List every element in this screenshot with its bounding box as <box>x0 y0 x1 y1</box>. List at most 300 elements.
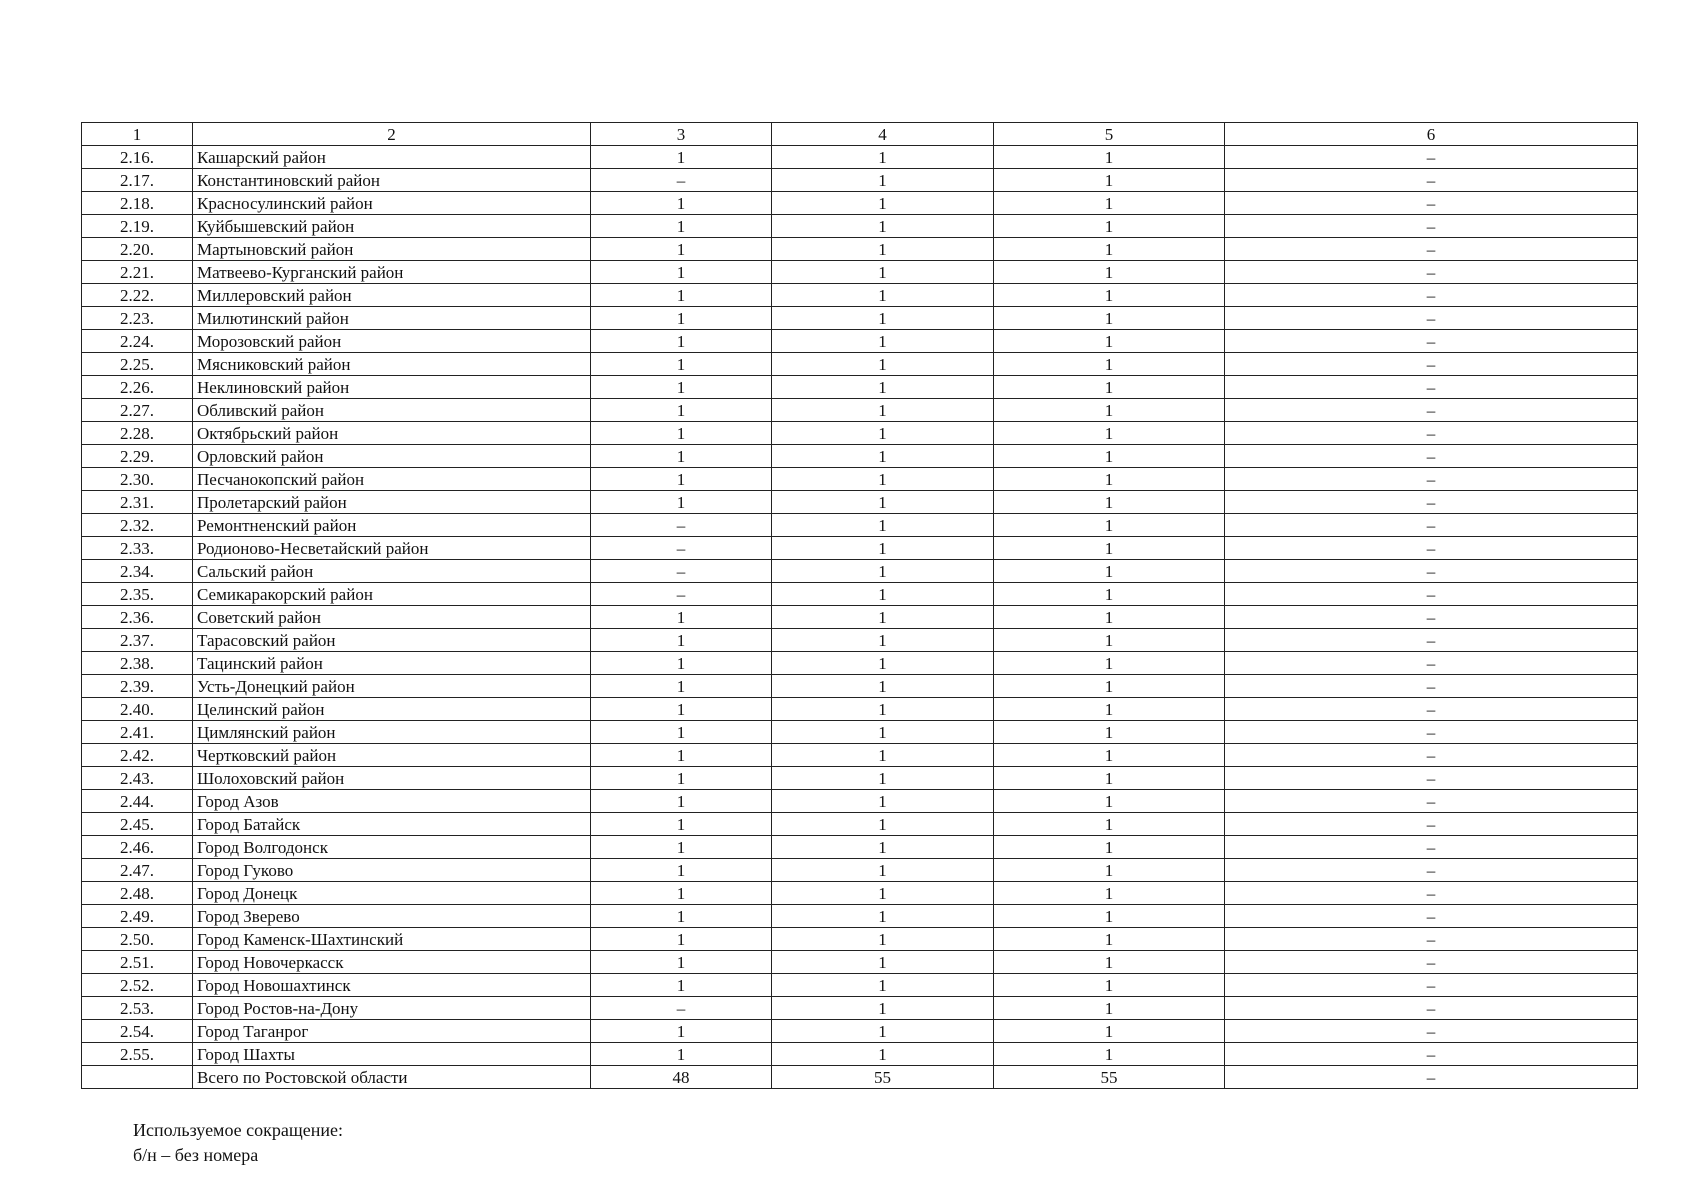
cell-col6: – <box>1225 974 1638 997</box>
cell-number: 2.54. <box>82 1020 193 1043</box>
cell-col3: 1 <box>591 606 772 629</box>
cell-col4: 1 <box>772 468 994 491</box>
table-row <box>82 399 1638 422</box>
cell-number: 2.28. <box>82 422 193 445</box>
cell-number: 2.36. <box>82 606 193 629</box>
footnote-abbreviation: б/н – без номера <box>133 1145 259 1165</box>
cell-col3: 1 <box>591 813 772 836</box>
cell-number: 2.21. <box>82 261 193 284</box>
cell-col3: 1 <box>591 882 772 905</box>
cell-col4: 1 <box>772 675 994 698</box>
cell-name: Город Новошахтинск <box>193 974 591 997</box>
cell-col5: 1 <box>994 928 1225 951</box>
cell-number: 2.38. <box>82 652 193 675</box>
cell-col5: 1 <box>994 951 1225 974</box>
cell-col4: 1 <box>772 215 994 238</box>
cell-number: 2.45. <box>82 813 193 836</box>
cell-name: Константиновский район <box>193 169 591 192</box>
cell-number: 2.40. <box>82 698 193 721</box>
cell-col3: 1 <box>591 491 772 514</box>
cell-col6: – <box>1225 744 1638 767</box>
cell-col4: 1 <box>772 997 994 1020</box>
cell-col5: 1 <box>994 997 1225 1020</box>
cell-col4: 1 <box>772 951 994 974</box>
cell-col6: – <box>1225 675 1638 698</box>
cell-col6: – <box>1225 1043 1638 1066</box>
cell-col6: – <box>1225 997 1638 1020</box>
cell-col3: – <box>591 537 772 560</box>
cell-col4: 1 <box>772 790 994 813</box>
cell-name: Милютинский район <box>193 307 591 330</box>
cell-col6: – <box>1225 215 1638 238</box>
cell-col3: 1 <box>591 790 772 813</box>
cell-col3: – <box>591 169 772 192</box>
table-row <box>82 767 1638 790</box>
cell-col4: 1 <box>772 974 994 997</box>
cell-name: Ремонтненский район <box>193 514 591 537</box>
cell-number: 2.51. <box>82 951 193 974</box>
table-row <box>82 307 1638 330</box>
cell-col3: 1 <box>591 698 772 721</box>
cell-col5: 1 <box>994 468 1225 491</box>
cell-number: 2.34. <box>82 560 193 583</box>
cell-col3: 1 <box>591 445 772 468</box>
footnote-title: Используемое сокращение: <box>133 1120 343 1140</box>
cell-col5: 1 <box>994 767 1225 790</box>
cell-col5: 1 <box>994 698 1225 721</box>
cell-number: 2.32. <box>82 514 193 537</box>
cell-col4: 1 <box>772 859 994 882</box>
cell-number: 2.16. <box>82 146 193 169</box>
cell-col4: 55 <box>772 1066 994 1089</box>
footnote <box>133 1118 343 1168</box>
cell-col6: – <box>1225 514 1638 537</box>
cell-number: 2.55. <box>82 1043 193 1066</box>
table-row <box>82 951 1638 974</box>
document-table-container <box>81 122 1638 1089</box>
cell-name: Тацинский район <box>193 652 591 675</box>
cell-col5: 1 <box>994 353 1225 376</box>
cell-col3: 1 <box>591 859 772 882</box>
cell-number: 2.41. <box>82 721 193 744</box>
cell-col4: 1 <box>772 629 994 652</box>
cell-col5: 1 <box>994 537 1225 560</box>
cell-name: Морозовский район <box>193 330 591 353</box>
cell-col4: 1 <box>772 284 994 307</box>
cell-name: Целинский район <box>193 698 591 721</box>
cell-col3: 1 <box>591 353 772 376</box>
cell-col6: 6 <box>1225 123 1638 146</box>
cell-col3: 1 <box>591 399 772 422</box>
table-row <box>82 721 1638 744</box>
cell-name: Сальский район <box>193 560 591 583</box>
cell-col4: 1 <box>772 836 994 859</box>
table-row <box>82 813 1638 836</box>
cell-number: 2.19. <box>82 215 193 238</box>
cell-col3: – <box>591 560 772 583</box>
cell-name: Песчанокопский район <box>193 468 591 491</box>
cell-name: Пролетарский район <box>193 491 591 514</box>
table-row <box>82 514 1638 537</box>
cell-name: Город Каменск-Шахтинский <box>193 928 591 951</box>
cell-name: Красносулинский район <box>193 192 591 215</box>
cell-col6: – <box>1225 192 1638 215</box>
table-row <box>82 215 1638 238</box>
cell-name: Город Донецк <box>193 882 591 905</box>
cell-col5: 55 <box>994 1066 1225 1089</box>
cell-col5: 1 <box>994 238 1225 261</box>
cell-col4: 1 <box>772 606 994 629</box>
cell-number: 2.24. <box>82 330 193 353</box>
cell-number: 2.44. <box>82 790 193 813</box>
cell-col4: 1 <box>772 330 994 353</box>
cell-col4: 1 <box>772 399 994 422</box>
cell-number: 2.35. <box>82 583 193 606</box>
cell-col4: 1 <box>772 192 994 215</box>
cell-col5: 1 <box>994 583 1225 606</box>
cell-col4: 1 <box>772 905 994 928</box>
cell-col6: – <box>1225 905 1638 928</box>
cell-col6: – <box>1225 238 1638 261</box>
cell-col5: 1 <box>994 1020 1225 1043</box>
cell-col4: 1 <box>772 146 994 169</box>
cell-name: Город Волгодонск <box>193 836 591 859</box>
table-row <box>82 606 1638 629</box>
cell-col5: 1 <box>994 882 1225 905</box>
cell-col5: 1 <box>994 560 1225 583</box>
table-row <box>82 422 1638 445</box>
cell-col6: – <box>1225 790 1638 813</box>
cell-col4: 1 <box>772 583 994 606</box>
table-row <box>82 882 1638 905</box>
cell-col6: – <box>1225 284 1638 307</box>
cell-name: 2 <box>193 123 591 146</box>
cell-col6: – <box>1225 1066 1638 1089</box>
cell-col3: 1 <box>591 215 772 238</box>
cell-name: Тарасовский район <box>193 629 591 652</box>
cell-col6: – <box>1225 491 1638 514</box>
cell-col4: 1 <box>772 514 994 537</box>
cell-name: Усть-Донецкий район <box>193 675 591 698</box>
cell-col6: – <box>1225 813 1638 836</box>
cell-col4: 1 <box>772 560 994 583</box>
cell-col5: 1 <box>994 192 1225 215</box>
cell-col6: – <box>1225 560 1638 583</box>
cell-name: Орловский район <box>193 445 591 468</box>
cell-col5: 1 <box>994 1043 1225 1066</box>
table-row <box>82 261 1638 284</box>
cell-col6: – <box>1225 836 1638 859</box>
cell-col4: 1 <box>772 767 994 790</box>
cell-name: Город Таганрог <box>193 1020 591 1043</box>
cell-col6: – <box>1225 698 1638 721</box>
cell-col3: 3 <box>591 123 772 146</box>
table-row <box>82 928 1638 951</box>
cell-col5: 1 <box>994 790 1225 813</box>
table-row <box>82 698 1638 721</box>
cell-col5: 1 <box>994 330 1225 353</box>
cell-name: Цимлянский район <box>193 721 591 744</box>
cell-col3: 1 <box>591 146 772 169</box>
cell-col5: 5 <box>994 123 1225 146</box>
table-row <box>82 560 1638 583</box>
table-row <box>82 353 1638 376</box>
table-row <box>82 468 1638 491</box>
cell-col4: 1 <box>772 537 994 560</box>
table-row <box>82 192 1638 215</box>
cell-col5: 1 <box>994 629 1225 652</box>
cell-col3: 1 <box>591 951 772 974</box>
cell-name: Неклиновский район <box>193 376 591 399</box>
cell-col4: 1 <box>772 744 994 767</box>
cell-col4: 4 <box>772 123 994 146</box>
cell-col6: – <box>1225 376 1638 399</box>
cell-col3: 1 <box>591 1020 772 1043</box>
cell-col4: 1 <box>772 422 994 445</box>
table-row <box>82 1043 1638 1066</box>
cell-number: 2.37. <box>82 629 193 652</box>
cell-col5: 1 <box>994 721 1225 744</box>
cell-col6: – <box>1225 353 1638 376</box>
table-row <box>82 537 1638 560</box>
cell-name: Город Шахты <box>193 1043 591 1066</box>
cell-number: 2.23. <box>82 307 193 330</box>
cell-col3: 1 <box>591 652 772 675</box>
table-row <box>82 1020 1638 1043</box>
cell-col5: 1 <box>994 606 1225 629</box>
cell-number: 2.33. <box>82 537 193 560</box>
cell-name: Шолоховский район <box>193 767 591 790</box>
cell-col4: 1 <box>772 882 994 905</box>
cell-number: 2.17. <box>82 169 193 192</box>
table-body <box>82 123 1638 1089</box>
cell-name: Октябрьский район <box>193 422 591 445</box>
table-row <box>82 675 1638 698</box>
table-row <box>82 629 1638 652</box>
cell-col3: 1 <box>591 1043 772 1066</box>
cell-col3: 1 <box>591 261 772 284</box>
table-row <box>82 859 1638 882</box>
cell-col5: 1 <box>994 652 1225 675</box>
table-row <box>82 836 1638 859</box>
cell-col6: – <box>1225 951 1638 974</box>
cell-col3: 1 <box>591 721 772 744</box>
cell-col6: – <box>1225 928 1638 951</box>
cell-col4: 1 <box>772 307 994 330</box>
cell-col3: 1 <box>591 836 772 859</box>
cell-col6: – <box>1225 422 1638 445</box>
cell-col5: 1 <box>994 399 1225 422</box>
cell-number <box>82 1066 193 1089</box>
cell-number: 2.18. <box>82 192 193 215</box>
cell-col5: 1 <box>994 169 1225 192</box>
cell-name: Город Ростов-на-Дону <box>193 997 591 1020</box>
table-row <box>82 974 1638 997</box>
cell-number: 2.49. <box>82 905 193 928</box>
cell-col5: 1 <box>994 836 1225 859</box>
cell-col6: – <box>1225 583 1638 606</box>
cell-col3: 1 <box>591 307 772 330</box>
table-row <box>82 744 1638 767</box>
cell-col5: 1 <box>994 307 1225 330</box>
cell-number: 2.47. <box>82 859 193 882</box>
table-row <box>82 376 1638 399</box>
cell-col4: 1 <box>772 376 994 399</box>
cell-col6: – <box>1225 399 1638 422</box>
cell-number: 2.50. <box>82 928 193 951</box>
cell-number: 2.53. <box>82 997 193 1020</box>
cell-col5: 1 <box>994 491 1225 514</box>
cell-name: Родионово-Несветайский район <box>193 537 591 560</box>
cell-col6: – <box>1225 537 1638 560</box>
cell-number: 2.30. <box>82 468 193 491</box>
cell-col4: 1 <box>772 169 994 192</box>
cell-col3: 1 <box>591 192 772 215</box>
districts-table <box>81 122 1638 1089</box>
cell-number: 2.25. <box>82 353 193 376</box>
cell-col3: – <box>591 583 772 606</box>
cell-col3: 1 <box>591 629 772 652</box>
cell-col3: 1 <box>591 422 772 445</box>
cell-col4: 1 <box>772 1020 994 1043</box>
cell-number: 2.48. <box>82 882 193 905</box>
cell-number: 2.20. <box>82 238 193 261</box>
cell-col6: – <box>1225 307 1638 330</box>
cell-col3: – <box>591 997 772 1020</box>
table-row <box>82 169 1638 192</box>
cell-col4: 1 <box>772 261 994 284</box>
cell-col4: 1 <box>772 353 994 376</box>
cell-name: Чертковский район <box>193 744 591 767</box>
cell-col4: 1 <box>772 445 994 468</box>
table-row <box>82 284 1638 307</box>
cell-col4: 1 <box>772 1043 994 1066</box>
table-row <box>82 146 1638 169</box>
cell-col6: – <box>1225 445 1638 468</box>
cell-col6: – <box>1225 468 1638 491</box>
cell-name: Всего по Ростовской области <box>193 1066 591 1089</box>
cell-col3: 1 <box>591 238 772 261</box>
cell-col6: – <box>1225 767 1638 790</box>
cell-col6: – <box>1225 859 1638 882</box>
table-row <box>82 652 1638 675</box>
table-row <box>82 330 1638 353</box>
cell-col5: 1 <box>994 675 1225 698</box>
cell-name: Город Гуково <box>193 859 591 882</box>
cell-name: Город Батайск <box>193 813 591 836</box>
cell-col6: – <box>1225 1020 1638 1043</box>
cell-name: Город Азов <box>193 790 591 813</box>
cell-col4: 1 <box>772 652 994 675</box>
cell-name: Мясниковский район <box>193 353 591 376</box>
cell-name: Семикаракорский район <box>193 583 591 606</box>
cell-name: Мартыновский район <box>193 238 591 261</box>
cell-col5: 1 <box>994 905 1225 928</box>
cell-col4: 1 <box>772 491 994 514</box>
cell-name: Куйбышевский район <box>193 215 591 238</box>
cell-number: 2.39. <box>82 675 193 698</box>
cell-col6: – <box>1225 261 1638 284</box>
cell-col5: 1 <box>994 215 1225 238</box>
total-row <box>82 1066 1638 1089</box>
cell-col4: 1 <box>772 928 994 951</box>
cell-col3: 1 <box>591 468 772 491</box>
cell-col5: 1 <box>994 859 1225 882</box>
cell-name: Город Зверево <box>193 905 591 928</box>
cell-col5: 1 <box>994 813 1225 836</box>
cell-col5: 1 <box>994 261 1225 284</box>
cell-col6: – <box>1225 330 1638 353</box>
table-row <box>82 445 1638 468</box>
cell-col6: – <box>1225 169 1638 192</box>
cell-name: Обливский район <box>193 399 591 422</box>
cell-number: 2.22. <box>82 284 193 307</box>
cell-col4: 1 <box>772 721 994 744</box>
table-row <box>82 997 1638 1020</box>
cell-name: Кашарский район <box>193 146 591 169</box>
cell-col4: 1 <box>772 238 994 261</box>
cell-col3: 1 <box>591 928 772 951</box>
cell-number: 2.27. <box>82 399 193 422</box>
cell-col4: 1 <box>772 813 994 836</box>
cell-col5: 1 <box>994 146 1225 169</box>
cell-col6: – <box>1225 721 1638 744</box>
cell-col4: 1 <box>772 698 994 721</box>
cell-col3: – <box>591 514 772 537</box>
cell-col5: 1 <box>994 744 1225 767</box>
cell-col5: 1 <box>994 514 1225 537</box>
cell-col6: – <box>1225 146 1638 169</box>
cell-col3: 1 <box>591 330 772 353</box>
cell-col6: – <box>1225 629 1638 652</box>
cell-col6: – <box>1225 606 1638 629</box>
table-row <box>82 790 1638 813</box>
cell-number: 2.43. <box>82 767 193 790</box>
cell-number: 2.29. <box>82 445 193 468</box>
cell-name: Советский район <box>193 606 591 629</box>
cell-col6: – <box>1225 652 1638 675</box>
cell-col3: 48 <box>591 1066 772 1089</box>
cell-col5: 1 <box>994 974 1225 997</box>
cell-col3: 1 <box>591 974 772 997</box>
cell-number: 2.52. <box>82 974 193 997</box>
cell-col3: 1 <box>591 744 772 767</box>
cell-col3: 1 <box>591 675 772 698</box>
cell-col5: 1 <box>994 422 1225 445</box>
cell-col3: 1 <box>591 376 772 399</box>
cell-col5: 1 <box>994 445 1225 468</box>
table-row <box>82 583 1638 606</box>
table-row <box>82 238 1638 261</box>
cell-col3: 1 <box>591 767 772 790</box>
cell-name: Матвеево-Курганский район <box>193 261 591 284</box>
cell-col5: 1 <box>994 284 1225 307</box>
cell-number: 2.42. <box>82 744 193 767</box>
cell-col5: 1 <box>994 376 1225 399</box>
cell-name: Город Новочеркасск <box>193 951 591 974</box>
cell-col6: – <box>1225 882 1638 905</box>
cell-number: 2.31. <box>82 491 193 514</box>
cell-number: 2.46. <box>82 836 193 859</box>
table-row <box>82 905 1638 928</box>
header-row <box>82 123 1638 146</box>
cell-number: 1 <box>82 123 193 146</box>
cell-name: Миллеровский район <box>193 284 591 307</box>
cell-number: 2.26. <box>82 376 193 399</box>
cell-col3: 1 <box>591 905 772 928</box>
cell-col3: 1 <box>591 284 772 307</box>
table-row <box>82 491 1638 514</box>
